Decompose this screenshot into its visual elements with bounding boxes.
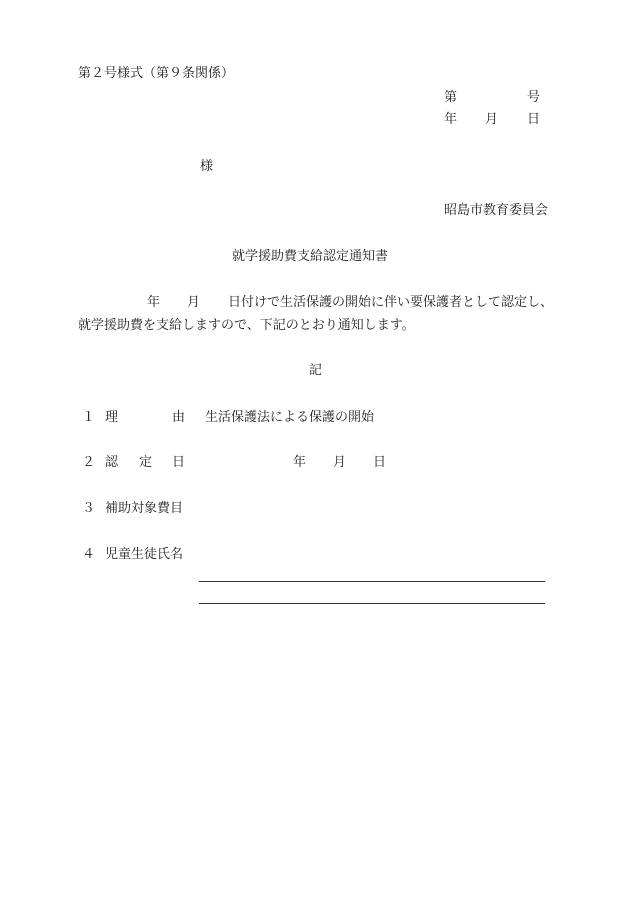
student-name-line-1 bbox=[199, 581, 545, 582]
item2-label-part1: 認 bbox=[105, 455, 119, 470]
issuer-name: 昭島市教育委員会 bbox=[444, 203, 549, 218]
body-month-label: 月 bbox=[187, 295, 201, 310]
document-number-prefix: 第 bbox=[444, 90, 458, 105]
item2-day-label: 日 bbox=[373, 455, 387, 470]
document-number-suffix: 号 bbox=[527, 90, 541, 105]
body-year-label: 年 bbox=[147, 295, 161, 310]
date-day-label: 日 bbox=[527, 112, 541, 127]
form-label: 第２号様式（第９条関係） bbox=[78, 66, 235, 81]
item1-number: １ bbox=[82, 410, 96, 425]
document-title: 就学援助費支給認定通知書 bbox=[232, 249, 389, 264]
item4-label: 児童生徒氏名 bbox=[105, 547, 184, 562]
date-year-label: 年 bbox=[444, 112, 458, 127]
item2-number: ２ bbox=[82, 455, 96, 470]
ki-heading: 記 bbox=[309, 363, 323, 378]
body-line2-text: 就学援助費を支給しますので、下記のとおり通知します。 bbox=[78, 318, 415, 333]
item2-label-part2: 定 bbox=[139, 455, 153, 470]
item1-label-part1: 理 bbox=[105, 410, 119, 425]
item1-label-part2: 由 bbox=[172, 410, 186, 425]
item3-label: 補助対象費目 bbox=[105, 501, 184, 516]
item3-number: ３ bbox=[82, 501, 96, 516]
item2-month-label: 月 bbox=[333, 455, 347, 470]
item2-label-part3: 日 bbox=[172, 455, 186, 470]
addressee-honorific: 様 bbox=[200, 159, 214, 174]
date-month-label: 月 bbox=[485, 112, 499, 127]
item4-number: ４ bbox=[82, 547, 96, 562]
item1-value: 生活保護法による保護の開始 bbox=[205, 410, 375, 425]
student-name-line-2 bbox=[199, 603, 545, 604]
body-line1-text: 日付けで生活保護の開始に伴い要保護者として認定し、 bbox=[228, 295, 554, 310]
item2-year-label: 年 bbox=[293, 455, 307, 470]
